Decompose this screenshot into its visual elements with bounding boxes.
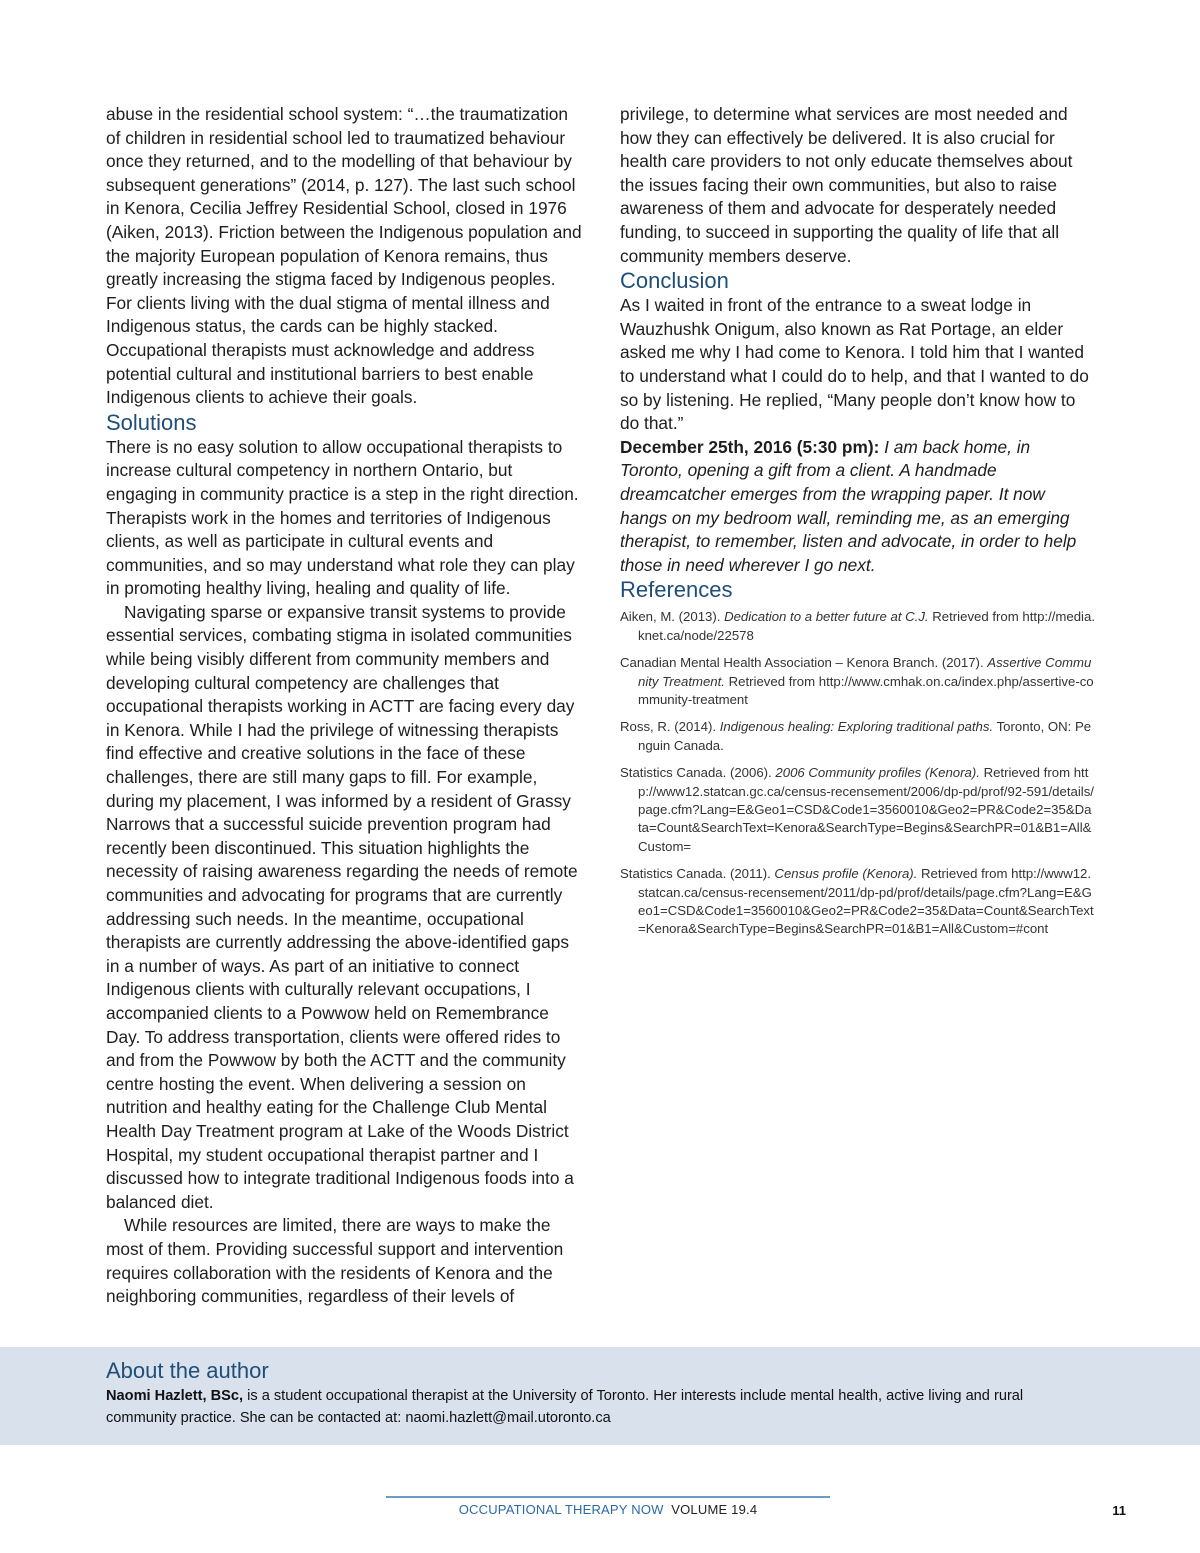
footer-rule bbox=[386, 1496, 830, 1498]
intro-paragraph: abuse in the residential school system: “…the traumatization of children in residential school led to traumatized behaviour once they returned, and to the modelling of that behaviour by subsequent generations” (2014, p. 127). The last such school in Kenora, Cecilia Jeffrey Residential School, closed in 1976 (Aiken, 2013). Friction between the Indigenous population and the majority European population of Kenora remains, thus greatly increasing the stigma faced by Indigenous peoples. For clients living with the dual stigma of mental illness and Indigenous status, the cards can be highly stacked. Occupational therapists must acknowledge and address potential cultural and institutional barriers to best enable Indigenous clients to achieve their goals. bbox=[106, 104, 582, 408]
author-name: Naomi Hazlett, BSc, bbox=[106, 1388, 244, 1404]
reference-item: Ross, R. (2014). Indigenous healing: Exploring traditional paths. Toronto, ON: Penguin Canada. bbox=[620, 719, 1092, 753]
page-number: 11 bbox=[1112, 1503, 1126, 1518]
conclusion-paragraph: As I waited in front of the entrance to a sweat lodge in Wauzhushk Onigum, also known as Rat Portage, an elder asked me why I had come to Kenora. I told him that I wanted to understand what I could do to help, and that I wanted to do so by listening. He replied, “Many people don’t know how to do that.” bbox=[620, 295, 1089, 434]
about-author-content bbox=[106, 1357, 1066, 1429]
journal-volume: VOLUME 19.4 bbox=[671, 1502, 758, 1517]
about-author-bio bbox=[106, 1385, 1066, 1429]
diary-date: December 25th, 2016 (5:30 pm): bbox=[620, 436, 880, 457]
footer-running-title bbox=[386, 1502, 830, 1517]
continued-paragraph: privilege, to determine what services are most needed and how they can effectively be delivered. It is also crucial for health care providers to not only educate themselves about the issues facing their own communities, but also to raise awareness of them and advocate for desperately needed funding, to succeed in supporting the quality of life that all community members deserve. bbox=[620, 104, 1073, 266]
reference-item: Aiken, M. (2013). Dedication to a better future at C.J. Retrieved from http://media.knet.ca/node/22578 bbox=[620, 609, 1095, 643]
reference-item: Statistics Canada. (2011). Census profile (Kenora). Retrieved from http://www12.statcan.ca/census-recensement/2011/dp-pd/prof/details/page.cfm?Lang=E&Geo1=CSD&Code1=3560010&Geo2=PR&Code2=35&Data=Count&SearchText=Kenora&SearchType=Begins&SearchPR=01&B1=All&Custom=#cont bbox=[620, 866, 1094, 937]
author-bio-text: is a student occupational therapist at the University of Toronto. Her interests include mental health, active living and rural community practice. She can be contacted at: naomi.hazlett@mail.utoronto.ca bbox=[106, 1388, 1024, 1426]
reference-item: Canadian Mental Health Association – Kenora Branch. (2017). Assertive Community Treatment. Retrieved from http://www.cmhak.on.ca/index.php/assertive-community-treatment bbox=[620, 655, 1094, 707]
diary-text: I am back home, in Toronto, opening a gift from a client. A handmade dreamcatcher emerges from the wrapping paper. It now hangs on my bedroom wall, reminding me, as an emerging therapist, to remember, listen and advocate, in order to help those in need wherever I go next. bbox=[620, 436, 1077, 575]
conclusion-heading: Conclusion bbox=[620, 268, 729, 294]
left-column bbox=[106, 103, 584, 1309]
solutions-paragraph-2: Navigating sparse or expansive transit systems to provide essential services, combating stigma in isolated communities while being visibly different from community members and developing cultural competency are challenges that occupational therapists working in ACTT are facing every day in Kenora. While I had the privilege of witnessing therapists find effective and creative solutions in the face of these challenges, there are still many gaps to fill. For example, during my placement, I was informed by a resident of Grassy Narrows that a successful suicide prevention program had recently been discontinued. This situation highlights the necessity of raising awareness regarding the needs of remote communities and advocating for programs that are currently addressing such needs. In the meantime, occupational therapists are currently addressing the above-identified gaps in a number of ways. As part of an initiative to connect Indigenous clients with culturally relevant occupations, I accompanied clients to a Powwow held on Remembrance Day. To address transportation, clients were offered rides to and from the Powwow by both the ACTT and the community centre hosting the event. When delivering a session on nutrition and healthy eating for the Challenge Club Mental Health Day Treatment program at Lake of the Woods District Hospital, my student occupational therapist partner and I discussed how to integrate traditional Indigenous foods into a balanced diet. bbox=[106, 601, 578, 1212]
reference-item: Statistics Canada. (2006). 2006 Community profiles (Kenora). Retrieved from http://www12.statcan.gc.ca/census-recensement/2006/dp-pd/prof/92-591/details/page.cfm?Lang=E&Geo1=CSD&Code1=3560010&Geo2=PR&Code2=35&Data=Count&SearchText=Kenora&SearchType=Begins&SearchPR=01&B1=All&Custom= bbox=[620, 765, 1094, 854]
references-heading: References bbox=[620, 577, 733, 603]
about-author-heading: About the author bbox=[106, 1358, 269, 1383]
solutions-paragraph-3: While resources are limited, there are ways to make the most of them. Providing successful support and intervention requires collaboration with the residents of Kenora and the neighboring communities, regardless of their levels of bbox=[106, 1215, 564, 1307]
solutions-paragraph-1: There is no easy solution to allow occupational therapists to increase cultural competency in northern Ontario, but engaging in community practice is a step in the right direction. Therapists work in the homes and territories of Indigenous clients, as well as participate in cultural events and communities, and so may understand what role they can play in promoting healthy living, healing and quality of life. bbox=[106, 436, 579, 599]
references-list bbox=[620, 608, 1095, 939]
journal-title: OCCUPATIONAL THERAPY NOW bbox=[458, 1502, 664, 1517]
about-author-band bbox=[0, 1347, 1200, 1445]
solutions-heading: Solutions bbox=[106, 409, 197, 435]
diary-entry bbox=[620, 436, 1095, 578]
right-column bbox=[620, 103, 1095, 948]
